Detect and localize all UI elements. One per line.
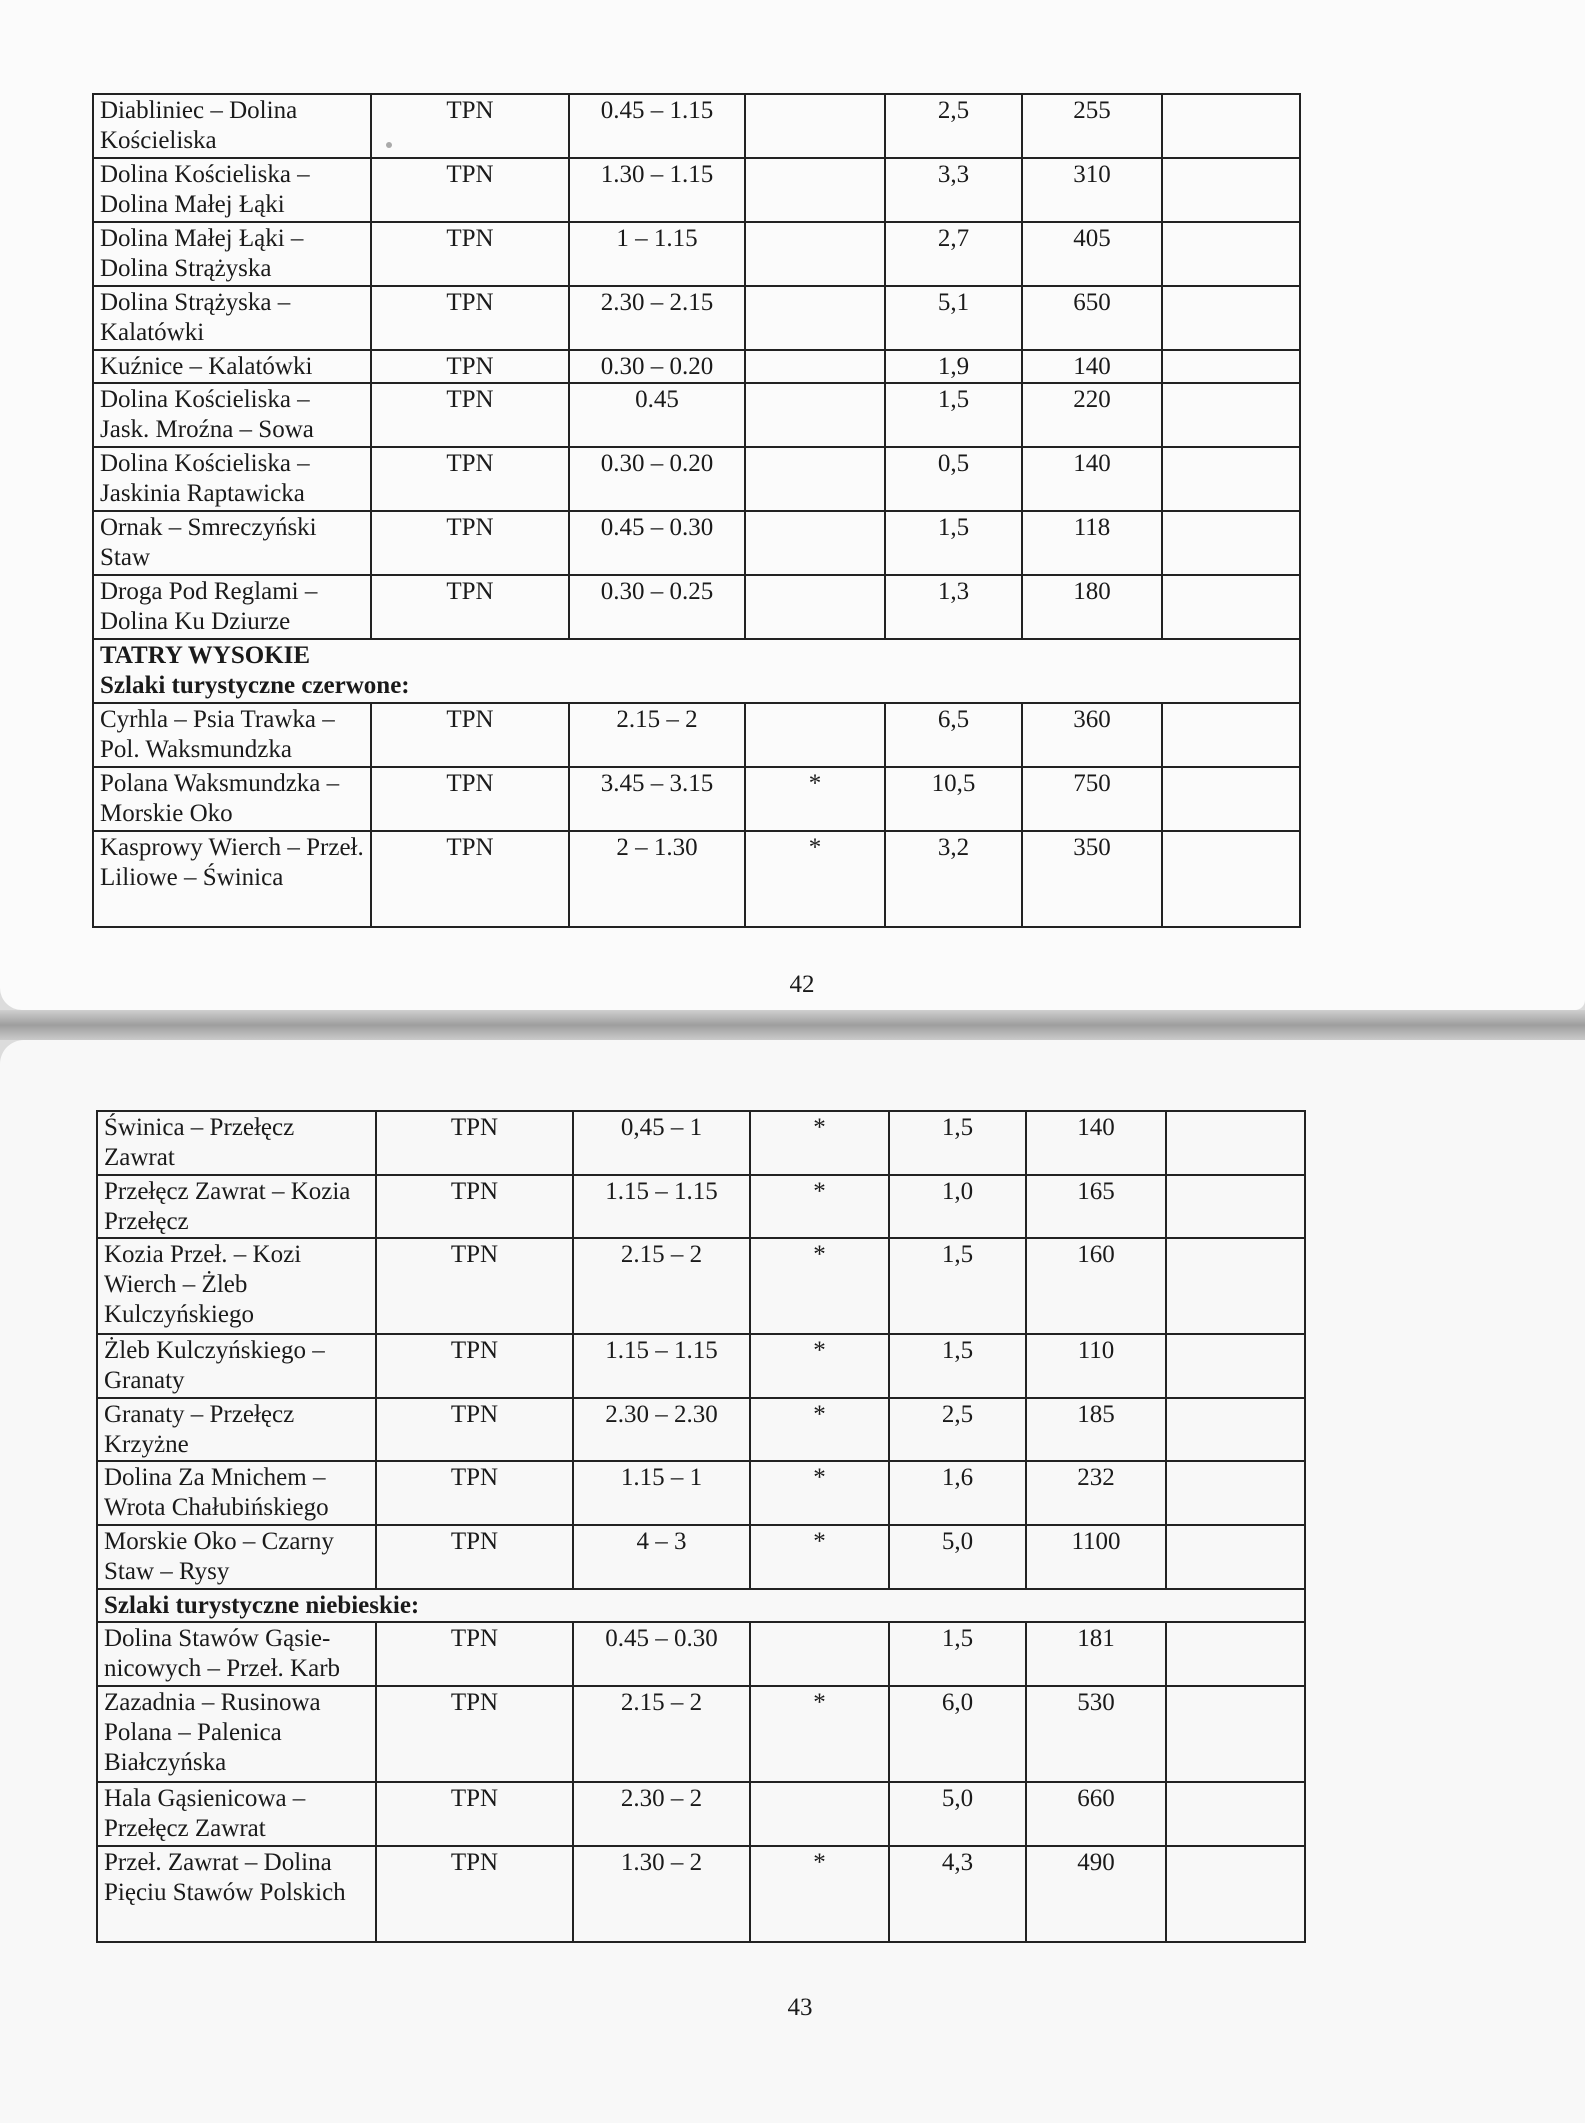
org-cell: TPN — [376, 1782, 573, 1846]
org-cell: TPN — [371, 383, 569, 447]
route-cell: Ornak – Smreczyński Staw — [93, 511, 371, 575]
mark-cell — [745, 94, 885, 158]
elevation-cell: 232 — [1026, 1461, 1166, 1525]
distance-cell: 5,0 — [889, 1782, 1026, 1846]
section-heading: TATRY WYSOKIE Szlaki turystyczne czerwone: — [93, 639, 1300, 703]
time-cell: 0.45 – 0.30 — [569, 511, 745, 575]
time-cell: 1.15 – 1.15 — [573, 1175, 750, 1238]
table-row — [93, 350, 1300, 383]
route-cell: Kozia Przeł. – Kozi Wierch – Żleb Kulczyńskiego — [97, 1238, 376, 1334]
distance-cell: 1,5 — [889, 1238, 1026, 1334]
elevation-cell: 255 — [1022, 94, 1162, 158]
mark-cell: * — [750, 1461, 889, 1525]
time-cell: 2.15 – 2 — [573, 1238, 750, 1334]
route-cell: Zazadnia – Rusinowa Polana – Palenica Białczyńska — [97, 1686, 376, 1782]
elevation-cell: 181 — [1026, 1622, 1166, 1686]
org-cell: TPN — [376, 1846, 573, 1942]
time-cell: 0.30 – 0.20 — [569, 447, 745, 511]
table-row — [97, 1525, 1305, 1589]
mark-cell — [745, 158, 885, 222]
table-row — [97, 1334, 1305, 1398]
distance-cell: 2,5 — [889, 1398, 1026, 1461]
time-cell: 2.15 – 2 — [569, 703, 745, 767]
time-cell: 3.45 – 3.15 — [569, 767, 745, 831]
time-cell: 0.45 — [569, 383, 745, 447]
elevation-cell: 160 — [1026, 1238, 1166, 1334]
book-gutter — [0, 1010, 1585, 1040]
org-cell: TPN — [371, 222, 569, 286]
empty-cell — [1166, 1782, 1305, 1846]
elevation-cell: 185 — [1026, 1398, 1166, 1461]
distance-cell: 3,2 — [885, 831, 1022, 927]
mark-cell — [745, 703, 885, 767]
route-cell: Granaty – Przełęcz Krzyżne — [97, 1398, 376, 1461]
table-row — [97, 1398, 1305, 1461]
mark-cell — [745, 447, 885, 511]
mark-cell: * — [750, 1686, 889, 1782]
elevation-cell: 660 — [1026, 1782, 1166, 1846]
time-cell: 2 – 1.30 — [569, 831, 745, 927]
route-cell: Polana Waksmundzka –Morskie Oko — [93, 767, 371, 831]
time-cell: 0.30 – 0.25 — [569, 575, 745, 639]
elevation-cell: 140 — [1026, 1111, 1166, 1175]
time-cell: 2.15 – 2 — [573, 1686, 750, 1782]
mark-cell: * — [750, 1175, 889, 1238]
org-cell: TPN — [371, 158, 569, 222]
route-cell: Morskie Oko – Czarny Staw – Rysy — [97, 1525, 376, 1589]
elevation-cell: 140 — [1022, 447, 1162, 511]
empty-cell — [1162, 767, 1300, 831]
org-cell: TPN — [371, 94, 569, 158]
route-cell: Dolina Kościeliska – Dolina Małej Łąki — [93, 158, 371, 222]
elevation-cell: 750 — [1022, 767, 1162, 831]
mark-cell: * — [750, 1111, 889, 1175]
route-cell: Świnica – Przełęcz Zawrat — [97, 1111, 376, 1175]
table-row — [97, 1238, 1305, 1334]
org-cell: TPN — [376, 1111, 573, 1175]
mark-cell — [745, 383, 885, 447]
empty-cell — [1166, 1238, 1305, 1334]
empty-cell — [1162, 703, 1300, 767]
org-cell: TPN — [376, 1622, 573, 1686]
distance-cell: 1,5 — [889, 1622, 1026, 1686]
time-cell: 1.30 – 1.15 — [569, 158, 745, 222]
trail-table-page-42 — [92, 93, 1301, 928]
elevation-cell: 650 — [1022, 286, 1162, 350]
org-cell: TPN — [376, 1175, 573, 1238]
table-row — [93, 222, 1300, 286]
route-cell: Droga Pod Reglami – Dolina Ku Dziurze — [93, 575, 371, 639]
distance-cell: 5,0 — [889, 1525, 1026, 1589]
time-cell: 0.45 – 0.30 — [573, 1622, 750, 1686]
org-cell: TPN — [371, 511, 569, 575]
table-row — [93, 703, 1300, 767]
table-row — [97, 1111, 1305, 1175]
elevation-cell: 110 — [1026, 1334, 1166, 1398]
route-cell: Przełęcz Zawrat – Kozia Przełęcz — [97, 1175, 376, 1238]
distance-cell: 6,5 — [885, 703, 1022, 767]
table-row — [97, 1782, 1305, 1846]
table-row — [93, 286, 1300, 350]
distance-cell: 6,0 — [889, 1686, 1026, 1782]
route-cell: Kuźnice – Kalatówki — [93, 350, 371, 383]
distance-cell: 3,3 — [885, 158, 1022, 222]
time-cell: 4 – 3 — [573, 1525, 750, 1589]
table-row — [93, 158, 1300, 222]
elevation-cell: 1100 — [1026, 1525, 1166, 1589]
empty-cell — [1162, 831, 1300, 927]
mark-cell — [750, 1782, 889, 1846]
route-cell: Kasprowy Wierch – Przeł. Liliowe – Świnica — [93, 831, 371, 927]
org-cell: TPN — [376, 1334, 573, 1398]
route-cell: Diabliniec – Dolina Kościeliska — [93, 94, 371, 158]
mark-cell — [745, 575, 885, 639]
elevation-cell: 165 — [1026, 1175, 1166, 1238]
empty-cell — [1166, 1686, 1305, 1782]
elevation-cell: 530 — [1026, 1686, 1166, 1782]
empty-cell — [1166, 1111, 1305, 1175]
mark-cell: * — [750, 1846, 889, 1942]
distance-cell: 5,1 — [885, 286, 1022, 350]
org-cell: TPN — [371, 703, 569, 767]
org-cell: TPN — [376, 1525, 573, 1589]
mark-cell: * — [745, 767, 885, 831]
route-cell: Dolina Małej Łąki – Dolina Strążyska — [93, 222, 371, 286]
distance-cell: 1,5 — [885, 511, 1022, 575]
distance-cell: 1,0 — [889, 1175, 1026, 1238]
table-row — [93, 575, 1300, 639]
org-cell: TPN — [376, 1398, 573, 1461]
section-row — [97, 1589, 1305, 1622]
page-number: 42 — [789, 971, 815, 998]
mark-cell — [745, 222, 885, 286]
mark-cell: * — [750, 1398, 889, 1461]
mark-cell — [745, 286, 885, 350]
empty-cell — [1162, 158, 1300, 222]
empty-cell — [1162, 350, 1300, 383]
distance-cell: 1,5 — [889, 1334, 1026, 1398]
org-cell: TPN — [371, 447, 569, 511]
distance-cell: 1,6 — [889, 1461, 1026, 1525]
route-cell: Dolina Kościeliska – Jaskinia Raptawicka — [93, 447, 371, 511]
empty-cell — [1166, 1461, 1305, 1525]
distance-cell: 1,3 — [885, 575, 1022, 639]
table-row — [97, 1461, 1305, 1525]
mark-cell: * — [750, 1525, 889, 1589]
elevation-cell: 118 — [1022, 511, 1162, 575]
empty-cell — [1162, 383, 1300, 447]
table-row — [93, 94, 1300, 158]
elevation-cell: 350 — [1022, 831, 1162, 927]
empty-cell — [1166, 1398, 1305, 1461]
route-cell: Dolina Strążyska – Kalatówki — [93, 286, 371, 350]
time-cell: 0.30 – 0.20 — [569, 350, 745, 383]
org-cell: TPN — [376, 1461, 573, 1525]
section-heading: Szlaki turystyczne niebieskie: — [97, 1589, 1305, 1622]
org-cell: TPN — [371, 350, 569, 383]
distance-cell: 1,5 — [885, 383, 1022, 447]
mark-cell: * — [745, 831, 885, 927]
empty-cell — [1166, 1334, 1305, 1398]
elevation-cell: 180 — [1022, 575, 1162, 639]
distance-cell: 1,9 — [885, 350, 1022, 383]
section-row — [93, 639, 1300, 703]
distance-cell: 2,7 — [885, 222, 1022, 286]
mark-cell — [745, 350, 885, 383]
distance-cell: 4,3 — [889, 1846, 1026, 1942]
table-row — [93, 447, 1300, 511]
route-cell: Dolina Kościeliska – Jask. Mroźna – Sowa — [93, 383, 371, 447]
time-cell: 2.30 – 2.30 — [573, 1398, 750, 1461]
org-cell: TPN — [371, 767, 569, 831]
empty-cell — [1162, 447, 1300, 511]
empty-cell — [1166, 1175, 1305, 1238]
empty-cell — [1162, 94, 1300, 158]
table-row — [97, 1686, 1305, 1782]
empty-cell — [1166, 1846, 1305, 1942]
mark-cell — [750, 1622, 889, 1686]
page-number: 43 — [787, 1994, 813, 2021]
distance-cell: 1,5 — [889, 1111, 1026, 1175]
elevation-cell: 140 — [1022, 350, 1162, 383]
time-cell: 0.45 – 1.15 — [569, 94, 745, 158]
distance-cell: 0,5 — [885, 447, 1022, 511]
elevation-cell: 360 — [1022, 703, 1162, 767]
route-cell: Dolina Za Mnichem – Wrota Chałubińskiego — [97, 1461, 376, 1525]
time-cell: 2.30 – 2 — [573, 1782, 750, 1846]
table-row — [93, 383, 1300, 447]
org-cell: TPN — [371, 831, 569, 927]
org-cell: TPN — [371, 575, 569, 639]
mark-cell — [745, 511, 885, 575]
time-cell: 1.15 – 1 — [573, 1461, 750, 1525]
route-cell: Hala Gąsienicowa – Przełęcz Zawrat — [97, 1782, 376, 1846]
table-row — [93, 831, 1300, 927]
distance-cell: 2,5 — [885, 94, 1022, 158]
route-cell: Żleb Kulczyńskiego – Granaty — [97, 1334, 376, 1398]
time-cell: 2.30 – 2.15 — [569, 286, 745, 350]
org-cell: TPN — [371, 286, 569, 350]
elevation-cell: 405 — [1022, 222, 1162, 286]
table-row — [97, 1846, 1305, 1942]
elevation-cell: 310 — [1022, 158, 1162, 222]
route-cell: Dolina Stawów Gąsie-nicowych – Przeł. Karb — [97, 1622, 376, 1686]
empty-cell — [1166, 1525, 1305, 1589]
time-cell: 1.30 – 2 — [573, 1846, 750, 1942]
elevation-cell: 220 — [1022, 383, 1162, 447]
table-row — [93, 511, 1300, 575]
org-cell: TPN — [376, 1238, 573, 1334]
time-cell: 1.15 – 1.15 — [573, 1334, 750, 1398]
empty-cell — [1162, 511, 1300, 575]
empty-cell — [1162, 286, 1300, 350]
org-cell: TPN — [376, 1686, 573, 1782]
table-row — [93, 767, 1300, 831]
elevation-cell: 490 — [1026, 1846, 1166, 1942]
empty-cell — [1162, 575, 1300, 639]
table-row — [97, 1175, 1305, 1238]
mark-cell: * — [750, 1238, 889, 1334]
route-cell: Cyrhla – Psia Trawka – Pol. Waksmundzka — [93, 703, 371, 767]
empty-cell — [1162, 222, 1300, 286]
time-cell: 0,45 – 1 — [573, 1111, 750, 1175]
route-cell: Przeł. Zawrat – Dolina Pięciu Stawów Polskich — [97, 1846, 376, 1942]
empty-cell — [1166, 1622, 1305, 1686]
distance-cell: 10,5 — [885, 767, 1022, 831]
table-row — [97, 1622, 1305, 1686]
trail-table-page-43 — [96, 1110, 1306, 1943]
mark-cell: * — [750, 1334, 889, 1398]
time-cell: 1 – 1.15 — [569, 222, 745, 286]
